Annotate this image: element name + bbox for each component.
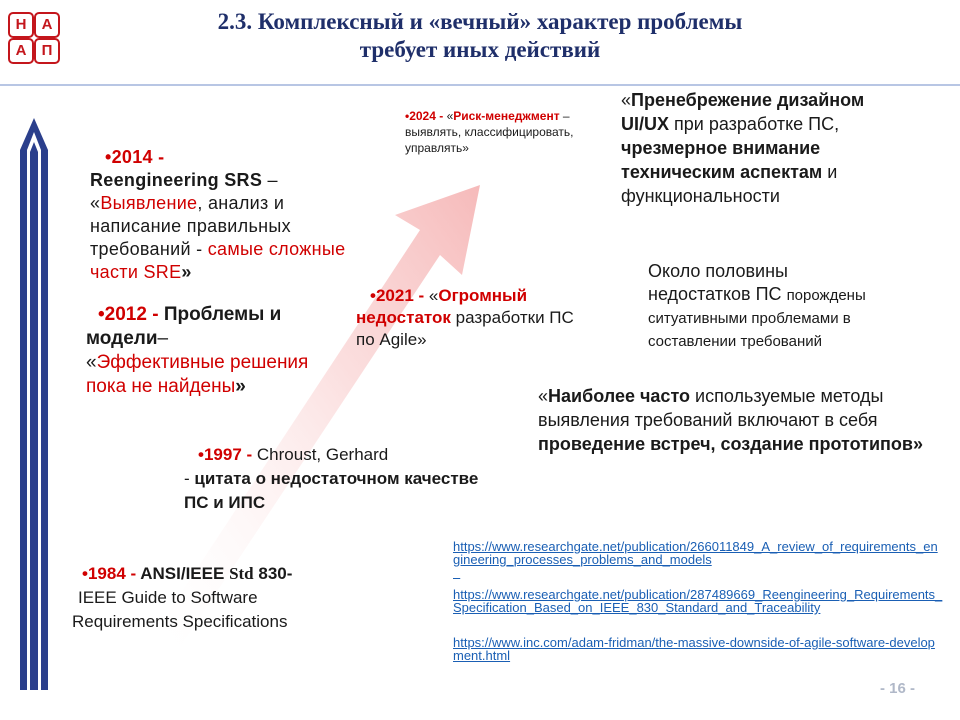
page-title xyxy=(80,8,880,64)
note-ui-ux-neglect xyxy=(621,88,871,208)
title-line-2: требует иных действий xyxy=(359,37,601,62)
most-often-plain: используемые методы выявления требований включают в себя xyxy=(538,386,884,430)
link-spacer xyxy=(453,565,460,580)
note-half-defects xyxy=(648,260,948,353)
note-most-often xyxy=(538,384,928,456)
year-1984: •1984 - xyxy=(82,564,141,583)
year-2012: •2012 - xyxy=(98,304,164,325)
year-2021: •2021 - xyxy=(370,286,429,305)
ansi-label: ANSI/IEEE xyxy=(140,564,230,583)
ieee-guide-line: IEEE Guide to Software xyxy=(78,588,258,607)
timeline-2014 xyxy=(90,146,375,284)
meetings-prototypes: проведение встреч, создание прототипов xyxy=(538,434,913,454)
year-2024: •2024 - xyxy=(405,109,447,123)
half-line-2b: порождены xyxy=(786,287,866,304)
ieee-guide-line: Requirements Specifications xyxy=(72,612,288,631)
half-line-2a: недостатков ПС xyxy=(648,284,787,304)
agile-desc: разработки ПС по Agile» xyxy=(356,308,574,349)
logo xyxy=(8,12,60,64)
effective-solutions: Эффективные решения пока не найдены xyxy=(86,352,309,397)
neglect-plain: при разработке ПС, xyxy=(669,114,840,134)
title-line-1: 2.3. Комплексный и «вечный» характер проблемы xyxy=(217,9,743,34)
std-number: 830- xyxy=(253,564,293,583)
quote-mark: « xyxy=(90,193,101,213)
quote-mark: « xyxy=(621,90,632,110)
dash: - xyxy=(184,469,195,488)
reference-link-3[interactable]: https://www.inc.com/adam-fridman/the-massive-downside-of-agile-software-development.html xyxy=(453,635,935,663)
logo-letter: П xyxy=(34,38,60,64)
author: Chroust, Gerhard xyxy=(256,445,389,464)
logo-letter: А xyxy=(8,38,34,64)
logo-letter: Н xyxy=(8,12,34,38)
srs-middle: , анализ и написание правильных требований - xyxy=(90,193,291,259)
std-label: Std xyxy=(229,564,254,583)
srs-title: Reengineering SRS xyxy=(90,170,263,190)
quote-mark: « xyxy=(446,109,454,123)
timeline-1997 xyxy=(184,443,484,515)
reference-link-2[interactable]: https://www.researchgate.net/publication/287489669_Reengineering_Requirements_Specification_Based_on_IEEE_830_Standard_and_Traceability xyxy=(453,587,943,615)
quote-mark: » xyxy=(913,434,924,454)
quote-mark: » xyxy=(235,376,246,397)
risk-management: Риск-менеджмент xyxy=(453,109,560,123)
timeline-2012 xyxy=(86,303,346,399)
hardest-parts: самые сложные части SRE xyxy=(90,239,346,282)
quote-mark: « xyxy=(86,352,97,373)
problems-models: Проблемы и модели xyxy=(86,304,282,349)
tech-focus-bold: чрезмерное внимание техническим аспектам xyxy=(621,138,823,182)
year-2014: •2014 - xyxy=(105,147,165,167)
timeline-1984 xyxy=(72,562,372,634)
timeline-2024 xyxy=(405,108,610,156)
timeline-2021 xyxy=(356,285,596,351)
half-line-1: Около половины xyxy=(648,261,788,281)
page-number: - 16 - xyxy=(880,680,916,697)
half-line-3: ситуативными проблемами в xyxy=(648,310,851,327)
huge-drawback: Огромный недостаток xyxy=(356,286,528,327)
quote-mark: « xyxy=(428,286,439,305)
vertical-band-icon xyxy=(20,118,48,690)
risk-desc: – выявлять, классифицировать, управлять» xyxy=(405,109,574,155)
year-1997: •1997 - xyxy=(198,445,257,464)
detection-word: Выявление xyxy=(100,193,198,213)
quote-mark: » xyxy=(181,262,192,282)
quote-text: цитата о недостаточном качестве ПС и ИПС xyxy=(184,469,479,512)
dash: – xyxy=(157,328,169,349)
logo-letter: А xyxy=(34,12,60,38)
neglect-tail: и функциональности xyxy=(621,162,838,206)
neglect-bold: Пренебрежение дизайном UI/UX xyxy=(621,90,865,134)
most-often-bold: Наиболее часто xyxy=(548,386,691,406)
dash: – xyxy=(262,170,278,190)
quote-mark: « xyxy=(538,386,549,406)
reference-links xyxy=(453,540,943,662)
half-line-4: составлении требований xyxy=(648,333,822,350)
reference-link-1[interactable]: https://www.researchgate.net/publication/266011849_A_review_of_requirements_engineering_processes_problems_and_models xyxy=(453,539,938,567)
